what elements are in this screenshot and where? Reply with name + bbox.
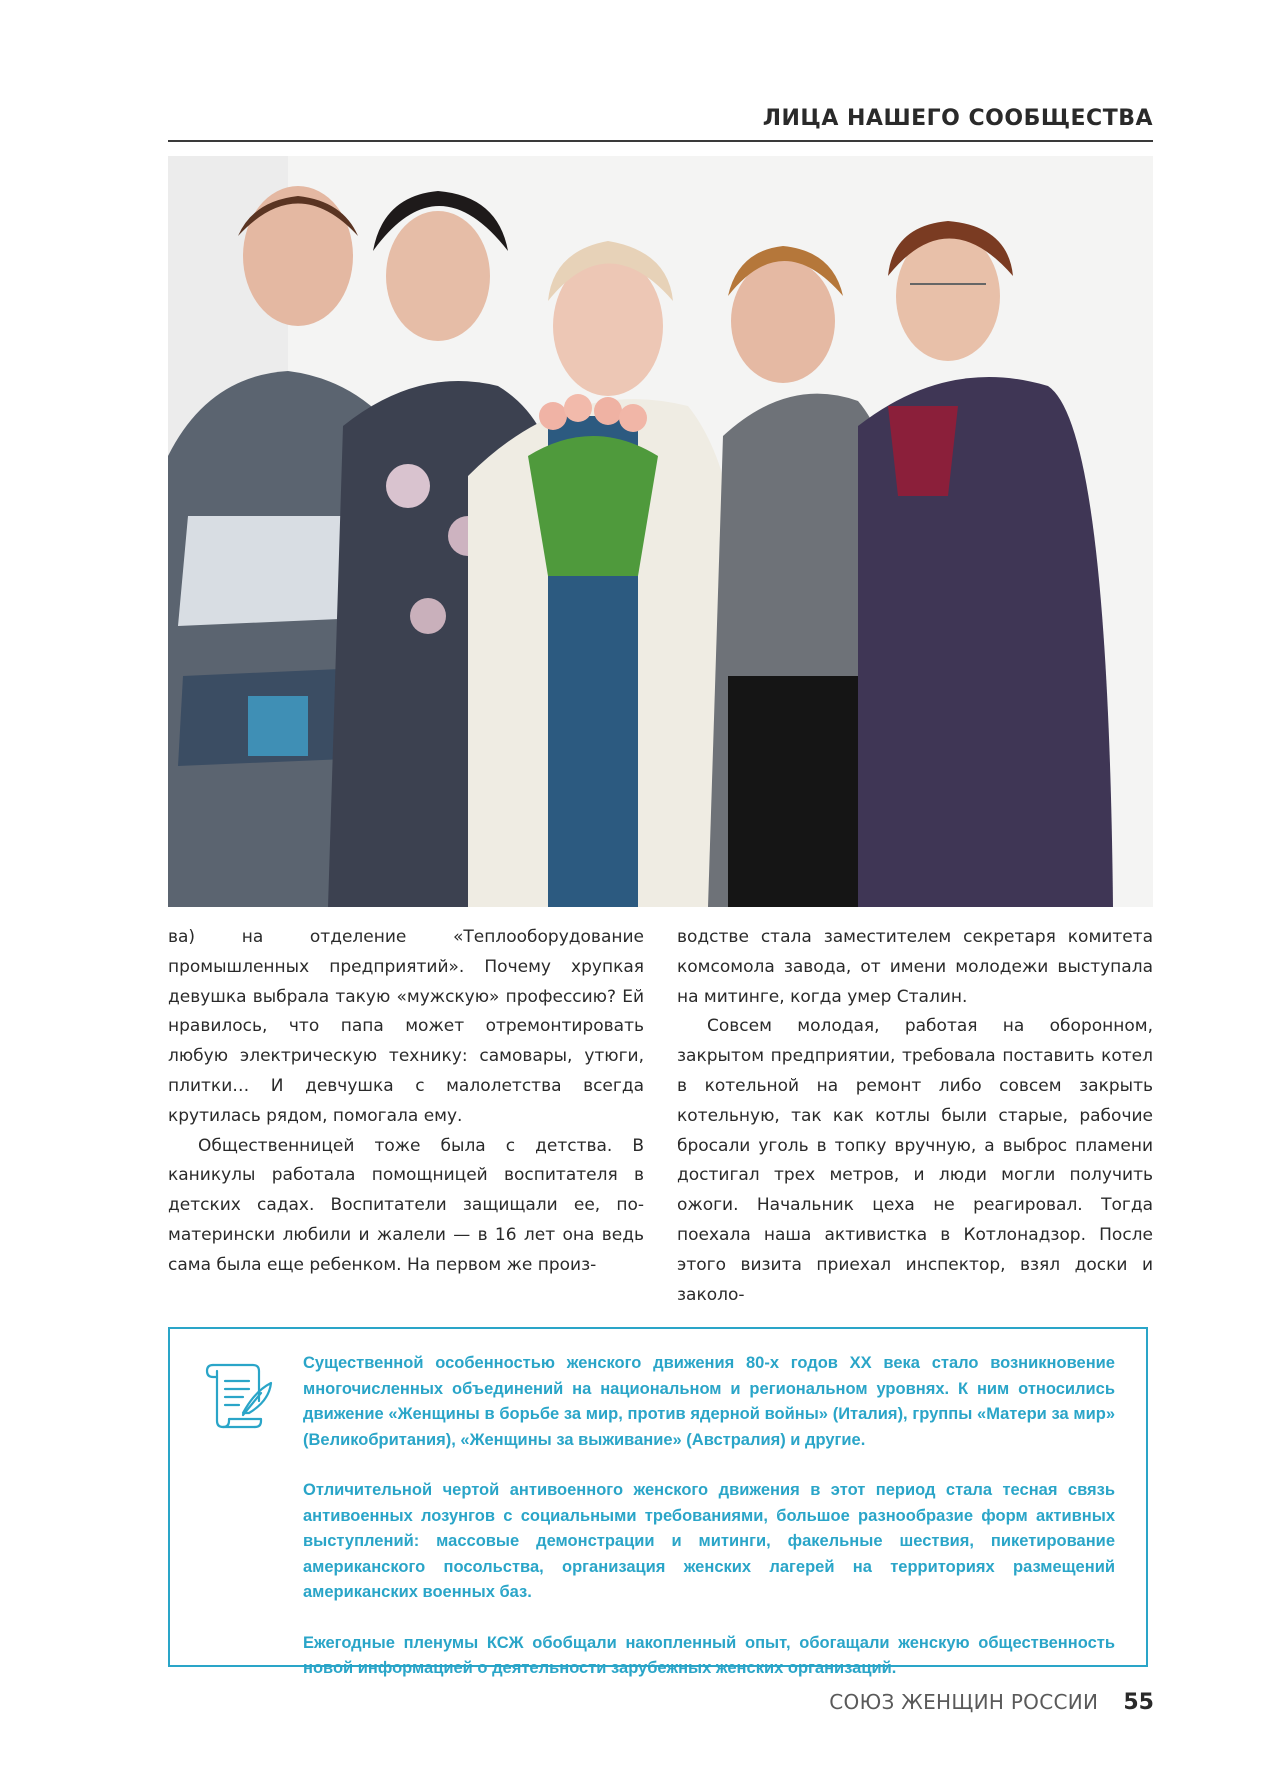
info-paragraph: Отличительной чертой антивоенного женского движения в этот период стала тесная связь антивоенных лозунгов с социальными требованиями, большое разнообразие форм активных выступлений: массовые демонстрации и митинги, факельные шествия, пикетирование американского посольства, организация женских лагерей на территориях размещений американских военных баз. — [303, 1481, 1115, 1601]
info-paragraph: Существенной особенностью женского движения 80-х годов XX века стало возникновение многочисленных объединений на национальном и региональном уровнях. К ним относились движение «Женщины в борьбе за мир, против ядерной войны» (Италия), группы «Матери за мир» (Великобритания), «Женщины за выживание» (Австралия) и другие. — [303, 1354, 1115, 1449]
section-header — [168, 100, 1153, 142]
article-paragraph: Общественницей тоже была с детства. В каникулы работала помощницей воспитателя в детских садах. Воспитатели защищали ее, по-матерински любили и жалели — в 16 лет она ведь сама была еще ребенком. На первом же произ- — [168, 1135, 644, 1275]
article-paragraph: ва) на отделение «Теплооборудование промышленных предприятий». Почему хрупкая девушка выбрала такую «мужскую» профессию? Ей нравилось, что папа может отремонтировать любую электрическую технику: самовары, утюги, плитки… И девчушка с малолетства всегда крутилась рядом, помогала ему. — [168, 927, 644, 1126]
footer-organization: СОЮЗ ЖЕНЩИН РОССИИ — [829, 1690, 1099, 1714]
info-paragraph: Ежегодные пленумы КСЖ обобщали накопленный опыт, обогащали женскую общественность новой информацией о деятельности зарубежных женских организаций. — [303, 1633, 1115, 1677]
group-photo — [168, 156, 1153, 907]
info-box-text — [303, 1351, 1115, 1707]
scroll-quill-icon — [203, 1357, 275, 1433]
info-box — [168, 1327, 1148, 1677]
section-title: ЛИЦА НАШЕГО СООБЩЕСТВА — [762, 106, 1153, 131]
article-column-right — [677, 923, 1153, 1310]
page-footer — [829, 1690, 1154, 1715]
group-photo-illustration — [168, 156, 1153, 907]
page-number: 55 — [1123, 1690, 1154, 1715]
article-column-left — [168, 923, 644, 1281]
article-paragraph: Совсем молодая, работая на оборонном, закрытом предприятии, требовала поставить котел в котельной на ремонт либо совсем закрыть котельную, так как котлы были старые, рабочие бросали уголь в топку вручную, а выброс пламени достигал трех метров, и люди могли получить ожоги. Начальник цеха не реагировал. Тогда поехала наша активистка в Котлонадзор. После этого визита приехал инспектор, взял доски и заколо- — [677, 1016, 1153, 1305]
article-paragraph: водстве стала заместителем секретаря комитета комсомола завода, от имени молодежи выступала на митинге, когда умер Сталин. — [677, 927, 1153, 1007]
